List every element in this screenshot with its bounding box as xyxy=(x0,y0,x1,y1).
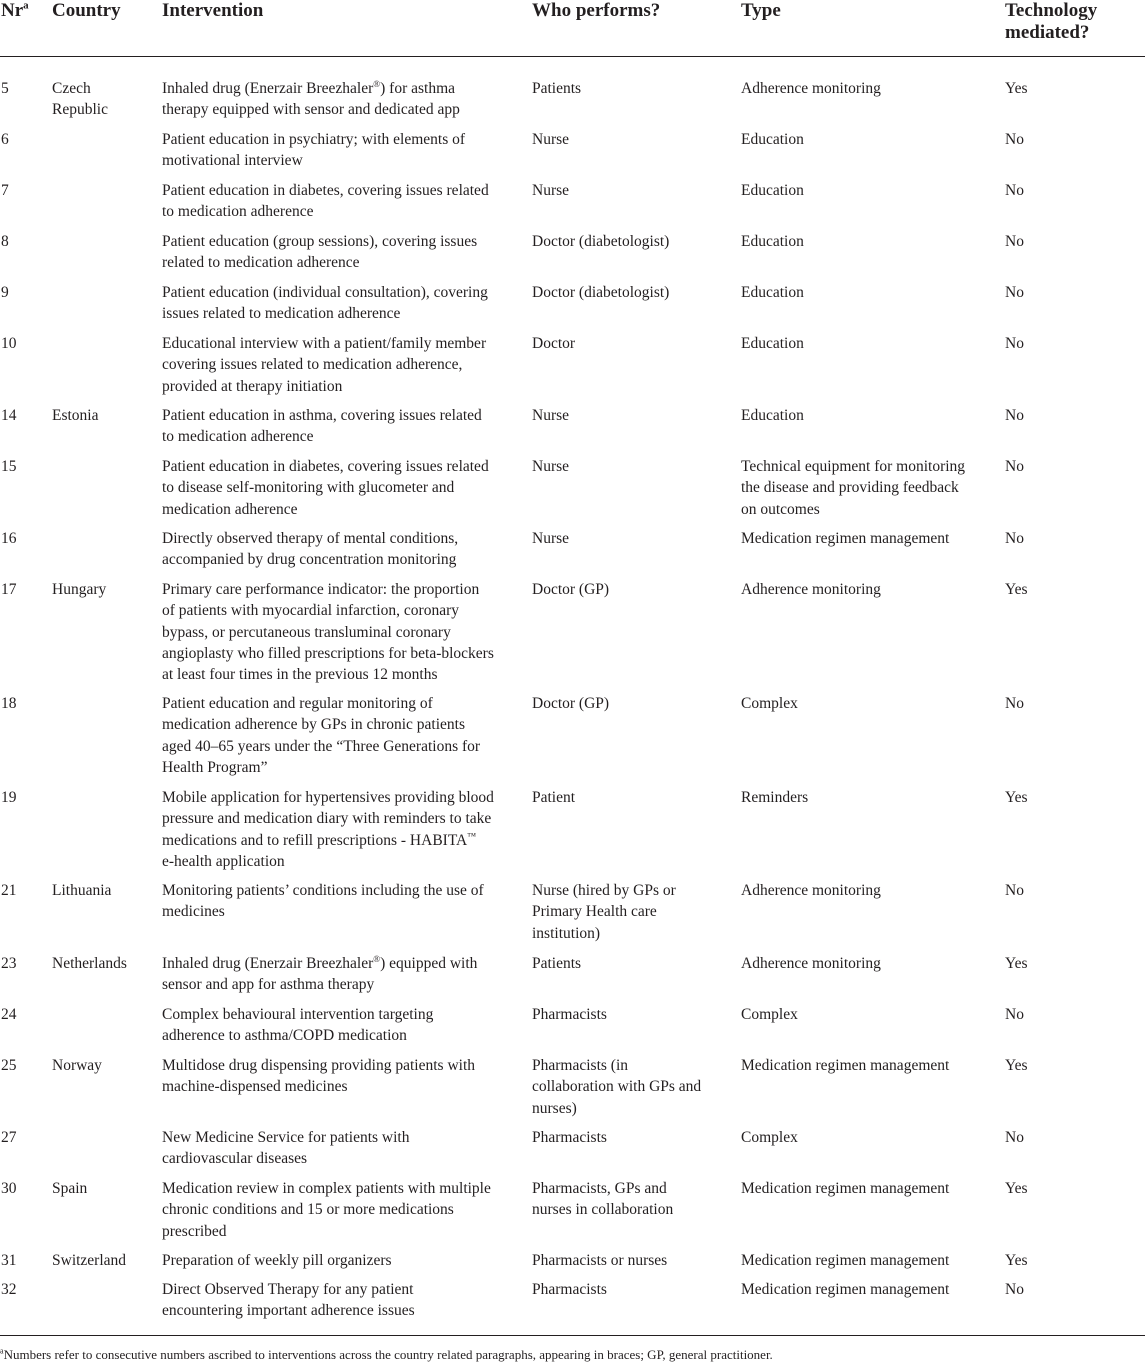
cell-who-performs xyxy=(532,528,728,549)
cell-line: medications and to refill prescriptions - HABITA™ xyxy=(162,830,477,849)
bottom-rule xyxy=(0,1335,1145,1336)
cell-line: Medication regimen management xyxy=(741,530,950,547)
cell-line: Complex xyxy=(741,695,798,712)
cell-line: accompanied by drug concentration monitoring xyxy=(162,551,457,569)
cell-who-performs xyxy=(532,1250,728,1271)
cell-line: Nurse xyxy=(532,182,570,199)
cell-country xyxy=(52,1178,157,1199)
cell-intervention xyxy=(162,1178,517,1242)
cell-technology-mediated: Yes xyxy=(1005,581,1028,598)
cell-who-performs xyxy=(532,129,728,150)
cell-who-performs xyxy=(532,1279,728,1300)
cell-technology-mediated: No xyxy=(1005,530,1024,547)
cell-line: Education xyxy=(741,233,804,250)
cell-who-performs xyxy=(532,880,728,944)
cell-intervention xyxy=(162,528,517,571)
header-intervention: Intervention xyxy=(162,0,264,21)
cell-line: Pharmacists xyxy=(532,1006,607,1023)
cell-intervention xyxy=(162,1250,517,1271)
cell-type xyxy=(741,693,991,714)
cell-nr: 8 xyxy=(1,233,9,250)
cell-line: Nurse xyxy=(532,458,570,475)
cell-technology-mediated: No xyxy=(1005,335,1024,352)
cell-line: Pharmacists or nurses xyxy=(532,1252,668,1269)
cell-line: Education xyxy=(741,131,804,148)
cell-technology-mediated: Yes xyxy=(1005,1057,1028,1074)
header-country: Country xyxy=(52,0,121,21)
cell-line: covering issues related to medication adherence, xyxy=(162,356,463,374)
cell-who-performs xyxy=(532,1055,728,1119)
cell-line: Patient education (individual consultation), covering xyxy=(162,284,488,301)
cell-technology-mediated: No xyxy=(1005,1006,1024,1023)
cell-line: prescribed xyxy=(162,1222,227,1240)
cell-type xyxy=(741,1127,991,1148)
cell-line: Czech xyxy=(52,80,91,97)
cell-line: Pharmacists xyxy=(532,1281,607,1298)
cell-line: cardiovascular diseases xyxy=(162,1150,308,1168)
cell-line: Medication review in complex patients with multiple xyxy=(162,1180,491,1197)
cell-line: institution) xyxy=(532,924,601,942)
cell-line: on outcomes xyxy=(741,500,820,518)
cell-line: to medication adherence xyxy=(162,428,314,446)
cell-line: medicines xyxy=(162,903,225,921)
cell-line: Pharmacists xyxy=(532,1129,607,1146)
cell-intervention xyxy=(162,1055,517,1098)
header-rule xyxy=(0,56,1145,57)
cell-country xyxy=(52,953,157,974)
cell-type xyxy=(741,333,991,354)
cell-line: Patient education in asthma, covering issues related xyxy=(162,407,482,424)
cell-type xyxy=(741,405,991,426)
cell-who-performs xyxy=(532,1178,728,1221)
cell-line: Patient education and regular monitoring of xyxy=(162,695,433,712)
cell-country xyxy=(52,1250,157,1271)
cell-line: Preparation of weekly pill organizers xyxy=(162,1252,392,1269)
cell-line: Nurse (hired by GPs or xyxy=(532,882,676,899)
cell-line: Patient xyxy=(532,789,576,806)
cell-line: Norway xyxy=(52,1057,102,1074)
cell-who-performs xyxy=(532,180,728,201)
cell-technology-mediated: No xyxy=(1005,407,1024,424)
cell-technology-mediated: No xyxy=(1005,695,1024,712)
cell-intervention xyxy=(162,333,517,397)
cell-line: Doctor (diabetologist) xyxy=(532,233,670,250)
cell-line: Patients xyxy=(532,80,582,97)
cell-intervention xyxy=(162,1004,517,1047)
cell-line: Doctor xyxy=(532,335,576,352)
cell-technology-mediated: No xyxy=(1005,131,1024,148)
header-type: Type xyxy=(741,0,781,21)
cell-intervention xyxy=(162,579,517,685)
cell-line: Adherence monitoring xyxy=(741,955,881,972)
cell-line: Directly observed therapy of mental conditions, xyxy=(162,530,459,547)
cell-type xyxy=(741,456,991,520)
cell-nr: 18 xyxy=(1,695,17,712)
cell-line: Direct Observed Therapy for any patient xyxy=(162,1281,414,1298)
cell-nr: 30 xyxy=(1,1180,17,1197)
cell-nr: 14 xyxy=(1,407,17,424)
cell-nr: 24 xyxy=(1,1006,17,1023)
header-nr: Nr$^a$ xyxy=(1,0,29,21)
cell-line: motivational interview xyxy=(162,152,303,170)
cell-who-performs xyxy=(532,693,728,714)
cell-line: therapy equipped with sensor and dedicated app xyxy=(162,101,460,119)
cell-type xyxy=(741,1055,991,1076)
cell-line: Education xyxy=(741,182,804,199)
cell-line: collaboration with GPs and xyxy=(532,1078,702,1096)
cell-country xyxy=(52,405,157,426)
cell-line: Complex behavioural intervention targeting xyxy=(162,1006,434,1023)
cell-line: Spain xyxy=(52,1180,88,1197)
cell-line: New Medicine Service for patients with xyxy=(162,1129,410,1146)
cell-line: Patient education in diabetes, covering issues related xyxy=(162,458,489,475)
cell-technology-mediated: No xyxy=(1005,882,1024,899)
cell-line: Medication regimen management xyxy=(741,1252,950,1269)
cell-who-performs xyxy=(532,1004,728,1025)
cell-country xyxy=(52,78,157,121)
cell-nr: 5 xyxy=(1,80,9,97)
cell-intervention xyxy=(162,693,517,778)
cell-type xyxy=(741,129,991,150)
cell-line: at least four times in the previous 12 months xyxy=(162,666,438,684)
cell-technology-mediated: No xyxy=(1005,284,1024,301)
cell-nr: 21 xyxy=(1,882,17,899)
cell-line: provided at therapy initiation xyxy=(162,377,343,395)
cell-line: Primary Health care xyxy=(532,903,657,921)
cell-line: Health Program” xyxy=(162,758,268,776)
cell-intervention xyxy=(162,456,517,520)
cell-line: medication adherence by GPs in chronic patients xyxy=(162,716,466,734)
cell-intervention xyxy=(162,78,517,121)
cell-line: Lithuania xyxy=(52,882,112,899)
cell-line: Mobile application for hypertensives providing blood xyxy=(162,789,494,806)
cell-technology-mediated: No xyxy=(1005,458,1024,475)
cell-who-performs xyxy=(532,78,728,99)
cell-technology-mediated: No xyxy=(1005,1281,1024,1298)
cell-line: Pharmacists (in xyxy=(532,1057,628,1074)
cell-line: encountering important adherence issues xyxy=(162,1302,415,1320)
cell-nr: 32 xyxy=(1,1281,17,1298)
cell-line: Doctor (GP) xyxy=(532,581,610,598)
cell-nr: 6 xyxy=(1,131,9,148)
cell-intervention xyxy=(162,880,517,923)
cell-line: related to medication adherence xyxy=(162,254,360,272)
cell-line: Patient education (group sessions), covering issues xyxy=(162,233,478,250)
cell-nr: 23 xyxy=(1,955,17,972)
cell-nr: 19 xyxy=(1,789,17,806)
cell-line: Nurse xyxy=(532,407,570,424)
cell-line: Netherlands xyxy=(52,955,127,972)
cell-line: nurses) xyxy=(532,1099,577,1117)
cell-who-performs xyxy=(532,953,728,974)
cell-technology-mediated: Yes xyxy=(1005,1180,1028,1197)
cell-who-performs xyxy=(532,456,728,477)
cell-line: to medication adherence xyxy=(162,203,314,221)
cell-who-performs xyxy=(532,787,728,808)
cell-who-performs xyxy=(532,333,728,354)
cell-line: machine-dispensed medicines xyxy=(162,1078,348,1096)
cell-type xyxy=(741,880,991,901)
cell-type xyxy=(741,953,991,974)
cell-who-performs xyxy=(532,405,728,426)
cell-who-performs xyxy=(532,579,728,600)
cell-line: Medication regimen management xyxy=(741,1180,950,1197)
cell-nr: 16 xyxy=(1,530,17,547)
cell-line: nurses in collaboration xyxy=(532,1201,674,1219)
cell-type xyxy=(741,787,991,808)
cell-line: Educational interview with a patient/family member xyxy=(162,335,487,352)
cell-line: Patient education in psychiatry; with elements of xyxy=(162,131,466,148)
cell-line: Estonia xyxy=(52,407,99,424)
cell-line: Primary care performance indicator: the proportion xyxy=(162,581,480,598)
cell-line: Nurse xyxy=(532,131,570,148)
cell-line: Adherence monitoring xyxy=(741,882,881,899)
cell-line: Republic xyxy=(52,101,108,119)
cell-technology-mediated: No xyxy=(1005,182,1024,199)
cell-line: chronic conditions and 15 or more medications xyxy=(162,1201,454,1219)
cell-line: Doctor (diabetologist) xyxy=(532,284,670,301)
cell-type xyxy=(741,78,991,99)
cell-line: Inhaled drug (Enerzair Breezhaler®) equipped with xyxy=(162,953,478,972)
cell-line: Pharmacists, GPs and xyxy=(532,1180,667,1197)
cell-technology-mediated: Yes xyxy=(1005,1252,1028,1269)
cell-line: pressure and medication diary with reminders to take xyxy=(162,810,492,828)
cell-line: Complex xyxy=(741,1006,798,1023)
cell-line: Switzerland xyxy=(52,1252,127,1269)
cell-technology-mediated: No xyxy=(1005,1129,1024,1146)
cell-line: Medication regimen management xyxy=(741,1057,950,1074)
cell-line: Patients xyxy=(532,955,582,972)
cell-line: Complex xyxy=(741,1129,798,1146)
cell-technology-mediated: No xyxy=(1005,233,1024,250)
cell-line: Education xyxy=(741,284,804,301)
cell-line: Medication regimen management xyxy=(741,1281,950,1298)
cell-line: Nurse xyxy=(532,530,570,547)
cell-line: Inhaled drug (Enerzair Breezhaler®) for asthma xyxy=(162,78,456,97)
cell-line: angioplasty who filled prescriptions for beta-blockers xyxy=(162,644,494,662)
cell-type xyxy=(741,1178,991,1199)
cell-line: Monitoring patients’ conditions including the use of xyxy=(162,882,484,899)
cell-technology-mediated: Yes xyxy=(1005,789,1028,806)
cell-intervention xyxy=(162,231,517,274)
cell-nr: 10 xyxy=(1,335,17,352)
cell-country xyxy=(52,579,157,600)
cell-line: Reminders xyxy=(741,789,809,806)
cell-line: Education xyxy=(741,335,804,352)
cell-nr: 7 xyxy=(1,182,9,199)
cell-intervention xyxy=(162,953,517,996)
cell-intervention xyxy=(162,180,517,223)
cell-who-performs xyxy=(532,231,728,252)
cell-intervention xyxy=(162,1127,517,1170)
header-who-performs: Who performs? xyxy=(532,0,661,21)
cell-line: medication adherence xyxy=(162,500,298,518)
cell-type xyxy=(741,1279,991,1300)
cell-nr: 25 xyxy=(1,1057,17,1074)
cell-intervention xyxy=(162,787,517,872)
cell-type xyxy=(741,282,991,303)
cell-line: Patient education in diabetes, covering issues related xyxy=(162,182,489,199)
cell-nr: 31 xyxy=(1,1252,17,1269)
cell-line: sensor and app for asthma therapy xyxy=(162,976,375,994)
cell-line: e-health application xyxy=(162,852,285,870)
cell-technology-mediated: Yes xyxy=(1005,80,1028,97)
header-technology-mediated: Technology mediated? xyxy=(1005,0,1098,43)
cell-type xyxy=(741,231,991,252)
cell-nr: 15 xyxy=(1,458,17,475)
cell-nr: 17 xyxy=(1,581,17,598)
cell-who-performs xyxy=(532,282,728,303)
cell-type xyxy=(741,1004,991,1025)
cell-type xyxy=(741,180,991,201)
cell-intervention xyxy=(162,129,517,172)
table-footnote: $^a$Numbers refer to consecutive numbers ascribed to interventions across the country related paragraphs, appearing in braces; GP, general practitioner. xyxy=(0,1346,773,1362)
table-header xyxy=(0,0,1145,44)
cell-line: Education xyxy=(741,407,804,424)
cell-line: Adherence monitoring xyxy=(741,581,881,598)
cell-intervention xyxy=(162,282,517,325)
cell-type xyxy=(741,1250,991,1271)
cell-type xyxy=(741,528,991,549)
cell-line: adherence to asthma/COPD medication xyxy=(162,1027,407,1045)
cell-country xyxy=(52,880,157,901)
cell-who-performs xyxy=(532,1127,728,1148)
cell-line: of patients with myocardial infarction, coronary xyxy=(162,602,459,620)
cell-intervention xyxy=(162,405,517,448)
cell-line: Doctor (GP) xyxy=(532,695,610,712)
cell-line: to disease self-monitoring with glucometer and xyxy=(162,479,455,497)
cell-line: bypass, or percutaneous transluminal coronary xyxy=(162,623,451,641)
cell-country xyxy=(52,1055,157,1076)
cell-line: Technical equipment for monitoring xyxy=(741,458,966,475)
cell-line: the disease and providing feedback xyxy=(741,479,959,497)
cell-intervention xyxy=(162,1279,517,1322)
cell-line: Hungary xyxy=(52,581,107,598)
cell-line: issues related to medication adherence xyxy=(162,305,401,323)
cell-line: aged 40–65 years under the “Three Generations for xyxy=(162,737,481,755)
cell-technology-mediated: Yes xyxy=(1005,955,1028,972)
cell-line: Multidose drug dispensing providing patients with xyxy=(162,1057,475,1074)
cell-nr: 9 xyxy=(1,284,9,301)
cell-line: Adherence monitoring xyxy=(741,80,881,97)
cell-type xyxy=(741,579,991,600)
cell-nr: 27 xyxy=(1,1129,17,1146)
